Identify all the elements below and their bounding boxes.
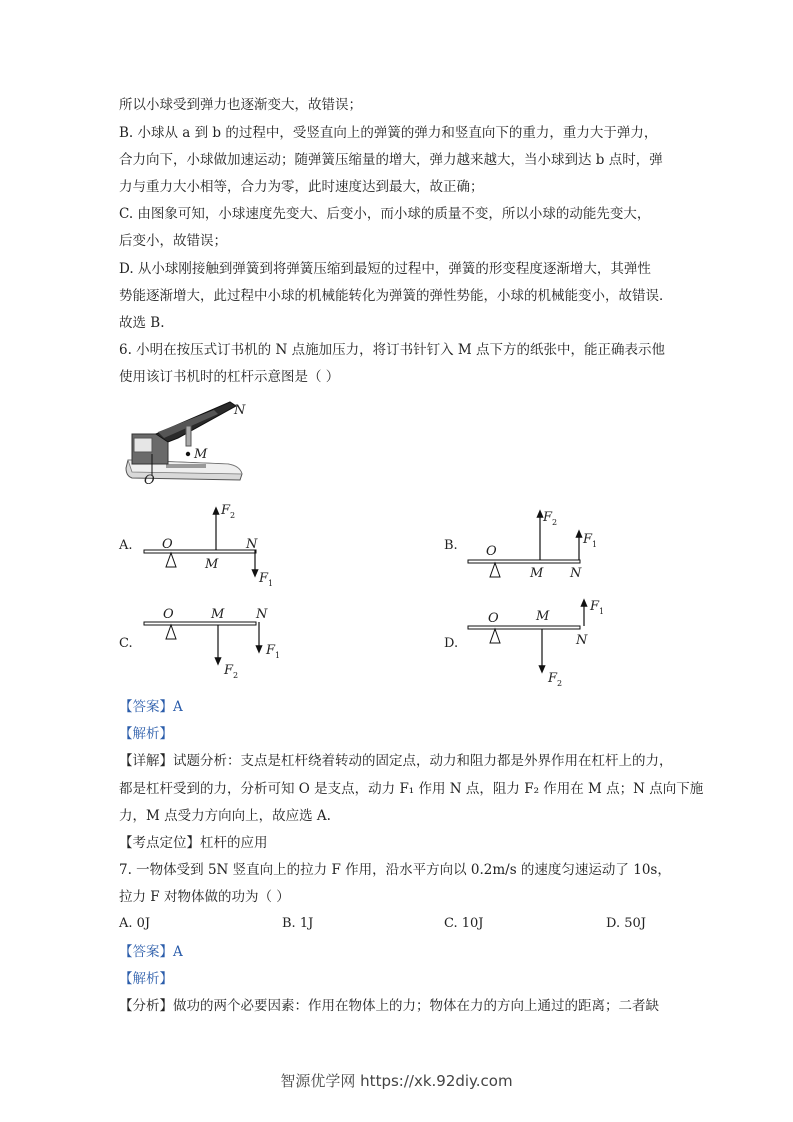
svg-text:F: F — [224, 663, 234, 678]
q7-option-c: C. 10J — [444, 916, 484, 931]
svg-text:2: 2 — [233, 671, 239, 680]
svg-text:F: F — [583, 532, 593, 547]
question-7-stem: 拉力 F 对物体做的功为（ ） — [119, 889, 290, 905]
q6-detail: 【详解】试题分析：支点是杠杆绕着转动的固定点，动力和阻力都是外界作用在杠杆上的力， — [119, 753, 673, 769]
svg-text:2: 2 — [230, 511, 236, 520]
svg-text:F: F — [543, 510, 553, 525]
svg-text:M: M — [530, 566, 544, 581]
q6-kaodian-tag: 【考点定位】 — [119, 835, 200, 851]
svg-text:2: 2 — [552, 518, 558, 527]
q6-detail: 力，M 点受力方向向上，故应选 A. — [119, 808, 331, 824]
text-line: 合力向下，小球做加速运动；随弹簧压缩量的增大，弹力越来越大，当小球到达 b 点时，弹 — [119, 152, 663, 168]
text-line: 势能逐渐增大，此过程中小球的机械能转化为弹簧的弹性势能，小球的机械能变小，故错误． — [119, 288, 673, 304]
lever-diagram-a — [138, 500, 288, 592]
svg-text:1: 1 — [592, 540, 598, 549]
stapler-label-m: M — [194, 447, 208, 462]
q7-analysis-title: 【解析】 — [119, 971, 173, 987]
q6-answer: 【答案】A — [119, 699, 183, 715]
svg-text:F: F — [266, 643, 276, 658]
svg-text:F: F — [590, 599, 600, 614]
svg-text:1: 1 — [268, 579, 274, 588]
text-line: 力与重力大小相等，合力为零，此时速度达到最大，故正确； — [119, 179, 484, 195]
text-line: B. 小球从 a 到 b 的过程中，受竖直向上的弹簧的弹力和竖直向下的重力，重力大于弹力， — [119, 125, 658, 141]
option-a-label: A. — [119, 538, 133, 553]
footer-watermark: 智源优学网 https://xk.92diy.com — [280, 1072, 513, 1090]
svg-text:O: O — [488, 611, 499, 626]
stapler-label-o: O — [144, 473, 155, 488]
svg-text:F: F — [259, 571, 269, 586]
option-b-label: B. — [444, 538, 458, 553]
svg-text:M: M — [205, 557, 219, 572]
question-6-stem: 6. 小明在按压式订书机的 N 点施加压力，将订书针钉入 M 点下方的纸张中，能正确表示他 — [119, 342, 665, 358]
lever-diagram-b — [462, 505, 612, 587]
question-7-stem: 7. 一物体受到 5N 竖直向上的拉力 F 作用，沿水平方向以 0.2m/s 的速度匀速运动了 10s， — [119, 862, 671, 878]
text-line: D. 从小球刚接触到弹簧到将弹簧压缩到最短的过程中，弹簧的形变程度逐渐增大，其弹性 — [119, 261, 651, 277]
svg-text:F: F — [221, 503, 231, 518]
svg-text:O: O — [162, 537, 173, 552]
q7-fenxi-tag: 【分析】 — [119, 998, 173, 1014]
text-line: C. 由图象可知，小球速度先变大、后变小，而小球的质量不变，所以小球的动能先变大， — [119, 206, 651, 222]
q7-option-b: B. 1J — [282, 916, 314, 931]
stapler-label-n: N — [234, 403, 246, 418]
svg-text:O: O — [163, 607, 174, 622]
q6-kaodian — [119, 834, 268, 852]
q7-option-a: A. 0J — [119, 916, 151, 931]
stapler-image — [118, 398, 258, 488]
q6-analysis-title: 【解析】 — [119, 726, 173, 742]
question-6-stem: 使用该订书机时的杠杆示意图是（ ） — [119, 369, 340, 385]
option-c-label: C. — [119, 636, 133, 651]
q6-detail: 都是杠杆受到的力，分析可知 O 是支点，动力 F₁ 作用 N 点，阻力 F₂ 作用在 M 点；N 点向下施 — [119, 781, 704, 797]
text-line: 所以小球受到弹力也逐渐变大，故错误； — [119, 97, 362, 113]
text-line: 后变小，故错误； — [119, 233, 227, 249]
svg-text:M: M — [536, 609, 550, 624]
svg-text:1: 1 — [275, 651, 281, 660]
q7-fenxi-text: 做功的两个必要因素：作用在物体上的力；物体在力的方向上通过的距离；二者缺 — [173, 998, 659, 1014]
svg-text:M: M — [211, 607, 225, 622]
option-d-label: D. — [444, 636, 459, 651]
text-line: 故选 B. — [119, 315, 165, 331]
q7-answer: 【答案】A — [119, 944, 183, 960]
svg-text:O: O — [486, 544, 497, 559]
lever-diagram-d — [462, 596, 612, 692]
svg-text:2: 2 — [557, 679, 563, 688]
svg-text:N: N — [576, 633, 588, 648]
q7-fenxi — [119, 997, 659, 1015]
lever-diagram-c — [138, 600, 288, 686]
q7-option-d: D. 50J — [606, 916, 646, 931]
svg-text:N: N — [256, 607, 268, 622]
q6-kaodian-text: 杠杆的应用 — [200, 835, 268, 851]
svg-text:F: F — [548, 671, 558, 686]
svg-text:N: N — [570, 566, 582, 581]
svg-text:N: N — [246, 537, 258, 552]
svg-text:1: 1 — [599, 607, 605, 616]
